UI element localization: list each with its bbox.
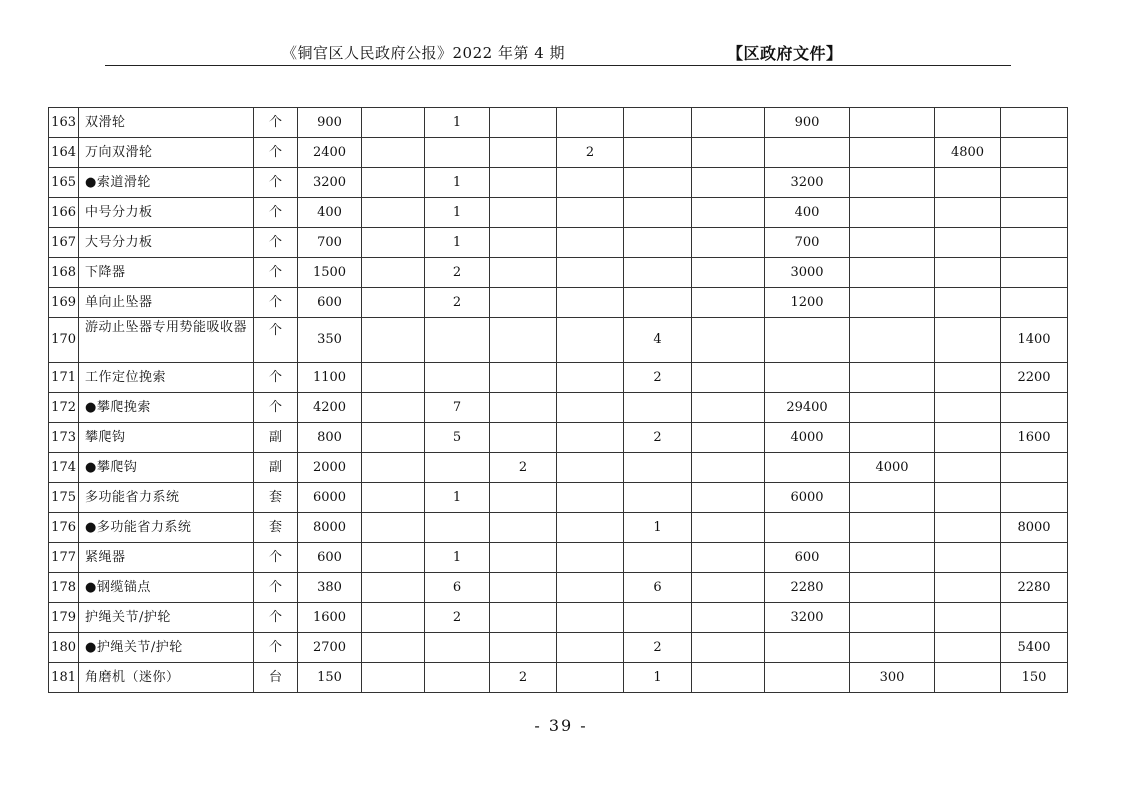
value-cell-c8: 300	[850, 663, 935, 693]
value-cell-c3	[490, 228, 557, 258]
publication-title: 《铜官区人民政府公报》2022 年第 4 期	[282, 44, 566, 62]
value-cell-c1	[362, 393, 425, 423]
value-cell-c5	[624, 543, 692, 573]
value-cell-c6	[692, 573, 765, 603]
value-cell-c8	[850, 228, 935, 258]
item-name-cell: ●攀爬挽索	[79, 393, 254, 423]
value-cell-c3	[490, 258, 557, 288]
table-body	[49, 108, 1068, 693]
value-cell-c9	[935, 573, 1001, 603]
unit-cell: 个	[254, 198, 298, 228]
value-cell-c10	[1001, 603, 1068, 633]
value-cell-c5	[624, 258, 692, 288]
row-number-cell: 168	[49, 258, 79, 288]
item-name-cell: 紧绳器	[79, 543, 254, 573]
value-cell-c4	[557, 393, 624, 423]
value-cell-c5	[624, 453, 692, 483]
value-cell-c5	[624, 138, 692, 168]
value-cell-c8	[850, 198, 935, 228]
value-cell-c6	[692, 453, 765, 483]
value-cell-c2	[425, 633, 490, 663]
item-name-cell: ●索道滑轮	[79, 168, 254, 198]
row-number-cell: 169	[49, 288, 79, 318]
row-number-cell: 176	[49, 513, 79, 543]
value-cell-c7: 6000	[765, 483, 850, 513]
row-number-cell: 170	[49, 318, 79, 363]
unit-cell: 个	[254, 138, 298, 168]
value-cell-c8	[850, 633, 935, 663]
value-cell-c9: 4800	[935, 138, 1001, 168]
value-cell-c1	[362, 453, 425, 483]
value-cell-c4	[557, 603, 624, 633]
value-cell-c10	[1001, 108, 1068, 138]
value-cell-c7	[765, 633, 850, 663]
table-row	[49, 573, 1068, 603]
row-number-cell: 165	[49, 168, 79, 198]
value-cell-c2: 2	[425, 603, 490, 633]
value-cell-c7: 3200	[765, 168, 850, 198]
table-row	[49, 453, 1068, 483]
value-cell-c8	[850, 288, 935, 318]
value-cell-c7: 4000	[765, 423, 850, 453]
unit-cell: 个	[254, 603, 298, 633]
table-row	[49, 288, 1068, 318]
value-cell-c7: 900	[765, 108, 850, 138]
value-cell-c9	[935, 423, 1001, 453]
value-cell-c2: 2	[425, 288, 490, 318]
value-cell-c1	[362, 573, 425, 603]
table-row	[49, 633, 1068, 663]
value-cell-c8	[850, 363, 935, 393]
value-cell-c9	[935, 288, 1001, 318]
unit-cell: 副	[254, 423, 298, 453]
item-name-cell: 下降器	[79, 258, 254, 288]
unit-price-cell: 2000	[298, 453, 362, 483]
table-row	[49, 363, 1068, 393]
unit-cell: 副	[254, 453, 298, 483]
value-cell-c2: 1	[425, 168, 490, 198]
item-name-cell: ●多功能省力系统	[79, 513, 254, 543]
value-cell-c5: 1	[624, 513, 692, 543]
value-cell-c2: 1	[425, 543, 490, 573]
value-cell-c5	[624, 603, 692, 633]
section-label: 【区政府文件】	[727, 44, 843, 63]
value-cell-c6	[692, 393, 765, 423]
unit-cell: 个	[254, 318, 298, 363]
table-row	[49, 108, 1068, 138]
value-cell-c1	[362, 258, 425, 288]
item-name-cell: 角磨机（迷你）	[79, 663, 254, 693]
value-cell-c4	[557, 663, 624, 693]
value-cell-c10	[1001, 288, 1068, 318]
value-cell-c2: 7	[425, 393, 490, 423]
value-cell-c1	[362, 108, 425, 138]
value-cell-c6	[692, 258, 765, 288]
value-cell-c3	[490, 393, 557, 423]
unit-cell: 个	[254, 168, 298, 198]
row-number-cell: 178	[49, 573, 79, 603]
value-cell-c6	[692, 663, 765, 693]
value-cell-c7: 700	[765, 228, 850, 258]
header-divider	[105, 65, 1011, 66]
value-cell-c8	[850, 258, 935, 288]
value-cell-c1	[362, 633, 425, 663]
value-cell-c6	[692, 513, 765, 543]
value-cell-c6	[692, 168, 765, 198]
value-cell-c5: 2	[624, 633, 692, 663]
unit-price-cell: 1500	[298, 258, 362, 288]
value-cell-c2: 1	[425, 198, 490, 228]
value-cell-c8	[850, 108, 935, 138]
unit-price-cell: 8000	[298, 513, 362, 543]
value-cell-c4	[557, 483, 624, 513]
value-cell-c1	[362, 363, 425, 393]
value-cell-c1	[362, 543, 425, 573]
value-cell-c3	[490, 603, 557, 633]
row-number-cell: 164	[49, 138, 79, 168]
value-cell-c2: 6	[425, 573, 490, 603]
value-cell-c3: 2	[490, 453, 557, 483]
table-row	[49, 513, 1068, 543]
value-cell-c9	[935, 453, 1001, 483]
value-cell-c3	[490, 198, 557, 228]
value-cell-c2: 1	[425, 108, 490, 138]
unit-price-cell: 700	[298, 228, 362, 258]
value-cell-c5	[624, 288, 692, 318]
value-cell-c5: 2	[624, 363, 692, 393]
unit-cell: 台	[254, 663, 298, 693]
value-cell-c1	[362, 483, 425, 513]
value-cell-c6	[692, 483, 765, 513]
row-number-cell: 171	[49, 363, 79, 393]
value-cell-c7: 2280	[765, 573, 850, 603]
value-cell-c10: 2200	[1001, 363, 1068, 393]
page-number: - 39 -	[534, 716, 588, 735]
table-row	[49, 318, 1068, 363]
item-name-cell: ●护绳关节/护轮	[79, 633, 254, 663]
row-number-cell: 174	[49, 453, 79, 483]
table-row	[49, 393, 1068, 423]
value-cell-c7: 1200	[765, 288, 850, 318]
value-cell-c8	[850, 483, 935, 513]
unit-price-cell: 600	[298, 543, 362, 573]
value-cell-c10: 1600	[1001, 423, 1068, 453]
unit-price-cell: 1600	[298, 603, 362, 633]
value-cell-c10	[1001, 393, 1068, 423]
value-cell-c10: 5400	[1001, 633, 1068, 663]
value-cell-c9	[935, 108, 1001, 138]
value-cell-c8	[850, 543, 935, 573]
value-cell-c7: 3000	[765, 258, 850, 288]
unit-price-cell: 350	[298, 318, 362, 363]
value-cell-c3	[490, 288, 557, 318]
value-cell-c10	[1001, 168, 1068, 198]
value-cell-c5	[624, 393, 692, 423]
item-name-cell: 中号分力板	[79, 198, 254, 228]
value-cell-c10: 1400	[1001, 318, 1068, 363]
value-cell-c2	[425, 318, 490, 363]
value-cell-c2: 1	[425, 483, 490, 513]
value-cell-c4	[557, 198, 624, 228]
value-cell-c5: 2	[624, 423, 692, 453]
value-cell-c2	[425, 453, 490, 483]
value-cell-c3	[490, 573, 557, 603]
value-cell-c10	[1001, 198, 1068, 228]
unit-price-cell: 3200	[298, 168, 362, 198]
value-cell-c9	[935, 603, 1001, 633]
unit-price-cell: 6000	[298, 483, 362, 513]
table-row	[49, 663, 1068, 693]
table-row	[49, 423, 1068, 453]
value-cell-c9	[935, 633, 1001, 663]
value-cell-c3	[490, 633, 557, 663]
row-number-cell: 179	[49, 603, 79, 633]
value-cell-c7: 600	[765, 543, 850, 573]
value-cell-c7	[765, 318, 850, 363]
value-cell-c4	[557, 363, 624, 393]
value-cell-c3	[490, 168, 557, 198]
value-cell-c1	[362, 318, 425, 363]
value-cell-c7	[765, 363, 850, 393]
value-cell-c8: 4000	[850, 453, 935, 483]
value-cell-c1	[362, 513, 425, 543]
value-cell-c8	[850, 138, 935, 168]
unit-price-cell: 2400	[298, 138, 362, 168]
item-name-cell: 工作定位挽索	[79, 363, 254, 393]
value-cell-c10	[1001, 483, 1068, 513]
value-cell-c3	[490, 363, 557, 393]
value-cell-c1	[362, 168, 425, 198]
value-cell-c9	[935, 393, 1001, 423]
unit-price-cell: 4200	[298, 393, 362, 423]
table-row	[49, 168, 1068, 198]
value-cell-c6	[692, 138, 765, 168]
item-name-cell: ●攀爬钩	[79, 453, 254, 483]
unit-cell: 套	[254, 483, 298, 513]
item-name-cell: 游动止坠器专用势能吸收器	[79, 318, 254, 363]
row-number-cell: 167	[49, 228, 79, 258]
value-cell-c4	[557, 318, 624, 363]
value-cell-c9	[935, 363, 1001, 393]
value-cell-c1	[362, 603, 425, 633]
value-cell-c6	[692, 633, 765, 663]
value-cell-c10: 150	[1001, 663, 1068, 693]
value-cell-c4	[557, 513, 624, 543]
value-cell-c2	[425, 513, 490, 543]
value-cell-c7	[765, 663, 850, 693]
item-name-cell: 单向止坠器	[79, 288, 254, 318]
item-name-cell: 双滑轮	[79, 108, 254, 138]
value-cell-c4	[557, 573, 624, 603]
value-cell-c3	[490, 318, 557, 363]
table-row	[49, 483, 1068, 513]
value-cell-c2	[425, 363, 490, 393]
table-row	[49, 258, 1068, 288]
item-name-cell: 大号分力板	[79, 228, 254, 258]
item-name-cell: 多功能省力系统	[79, 483, 254, 513]
value-cell-c8	[850, 513, 935, 543]
item-name-cell: ●钢缆锚点	[79, 573, 254, 603]
unit-cell: 个	[254, 543, 298, 573]
value-cell-c3	[490, 423, 557, 453]
unit-cell: 个	[254, 108, 298, 138]
value-cell-c6	[692, 288, 765, 318]
unit-cell: 个	[254, 633, 298, 663]
value-cell-c9	[935, 168, 1001, 198]
value-cell-c4	[557, 108, 624, 138]
value-cell-c4	[557, 453, 624, 483]
value-cell-c4	[557, 228, 624, 258]
unit-price-cell: 150	[298, 663, 362, 693]
unit-price-cell: 800	[298, 423, 362, 453]
value-cell-c9	[935, 198, 1001, 228]
value-cell-c5: 4	[624, 318, 692, 363]
value-cell-c4	[557, 633, 624, 663]
value-cell-c7	[765, 138, 850, 168]
row-number-cell: 177	[49, 543, 79, 573]
unit-price-cell: 900	[298, 108, 362, 138]
row-number-cell: 180	[49, 633, 79, 663]
value-cell-c3: 2	[490, 663, 557, 693]
value-cell-c4	[557, 423, 624, 453]
value-cell-c9	[935, 513, 1001, 543]
value-cell-c1	[362, 288, 425, 318]
row-number-cell: 166	[49, 198, 79, 228]
value-cell-c10	[1001, 228, 1068, 258]
value-cell-c2: 2	[425, 258, 490, 288]
value-cell-c8	[850, 393, 935, 423]
value-cell-c5	[624, 168, 692, 198]
value-cell-c1	[362, 138, 425, 168]
value-cell-c10: 2280	[1001, 573, 1068, 603]
value-cell-c6	[692, 318, 765, 363]
table-row	[49, 198, 1068, 228]
value-cell-c3	[490, 483, 557, 513]
value-cell-c9	[935, 483, 1001, 513]
value-cell-c4	[557, 543, 624, 573]
value-cell-c9	[935, 543, 1001, 573]
unit-price-cell: 2700	[298, 633, 362, 663]
value-cell-c10: 8000	[1001, 513, 1068, 543]
value-cell-c1	[362, 663, 425, 693]
value-cell-c6	[692, 363, 765, 393]
unit-price-cell: 400	[298, 198, 362, 228]
item-name-cell: 万向双滑轮	[79, 138, 254, 168]
value-cell-c2	[425, 663, 490, 693]
value-cell-c3	[490, 138, 557, 168]
value-cell-c5	[624, 198, 692, 228]
table-row	[49, 543, 1068, 573]
unit-cell: 个	[254, 258, 298, 288]
table-row	[49, 603, 1068, 633]
value-cell-c6	[692, 108, 765, 138]
value-cell-c4	[557, 258, 624, 288]
value-cell-c4: 2	[557, 138, 624, 168]
row-number-cell: 181	[49, 663, 79, 693]
value-cell-c1	[362, 198, 425, 228]
value-cell-c9	[935, 663, 1001, 693]
value-cell-c5	[624, 228, 692, 258]
unit-price-cell: 600	[298, 288, 362, 318]
value-cell-c3	[490, 513, 557, 543]
unit-cell: 个	[254, 393, 298, 423]
row-number-cell: 173	[49, 423, 79, 453]
unit-cell: 个	[254, 288, 298, 318]
value-cell-c6	[692, 198, 765, 228]
table-row	[49, 228, 1068, 258]
unit-price-cell: 380	[298, 573, 362, 603]
value-cell-c1	[362, 228, 425, 258]
row-number-cell: 163	[49, 108, 79, 138]
value-cell-c4	[557, 288, 624, 318]
value-cell-c4	[557, 168, 624, 198]
value-cell-c9	[935, 228, 1001, 258]
value-cell-c7	[765, 453, 850, 483]
unit-cell: 个	[254, 363, 298, 393]
value-cell-c5: 6	[624, 573, 692, 603]
value-cell-c9	[935, 318, 1001, 363]
value-cell-c3	[490, 108, 557, 138]
value-cell-c5	[624, 108, 692, 138]
value-cell-c7	[765, 513, 850, 543]
value-cell-c7: 3200	[765, 603, 850, 633]
value-cell-c8	[850, 423, 935, 453]
value-cell-c8	[850, 573, 935, 603]
unit-price-cell: 1100	[298, 363, 362, 393]
value-cell-c2	[425, 138, 490, 168]
value-cell-c8	[850, 168, 935, 198]
value-cell-c9	[935, 258, 1001, 288]
value-cell-c6	[692, 603, 765, 633]
value-cell-c1	[362, 423, 425, 453]
item-name-cell: 攀爬钩	[79, 423, 254, 453]
value-cell-c3	[490, 543, 557, 573]
value-cell-c7: 29400	[765, 393, 850, 423]
unit-cell: 套	[254, 513, 298, 543]
value-cell-c5: 1	[624, 663, 692, 693]
value-cell-c7: 400	[765, 198, 850, 228]
value-cell-c10	[1001, 258, 1068, 288]
value-cell-c10	[1001, 138, 1068, 168]
unit-cell: 个	[254, 228, 298, 258]
row-number-cell: 172	[49, 393, 79, 423]
item-name-cell: 护绳关节/护轮	[79, 603, 254, 633]
value-cell-c8	[850, 318, 935, 363]
value-cell-c2: 1	[425, 228, 490, 258]
value-cell-c10	[1001, 453, 1068, 483]
table-row	[49, 138, 1068, 168]
value-cell-c6	[692, 423, 765, 453]
equipment-table	[48, 107, 1068, 693]
value-cell-c10	[1001, 543, 1068, 573]
value-cell-c6	[692, 543, 765, 573]
row-number-cell: 175	[49, 483, 79, 513]
value-cell-c5	[624, 483, 692, 513]
value-cell-c6	[692, 228, 765, 258]
value-cell-c8	[850, 603, 935, 633]
unit-cell: 个	[254, 573, 298, 603]
value-cell-c2: 5	[425, 423, 490, 453]
